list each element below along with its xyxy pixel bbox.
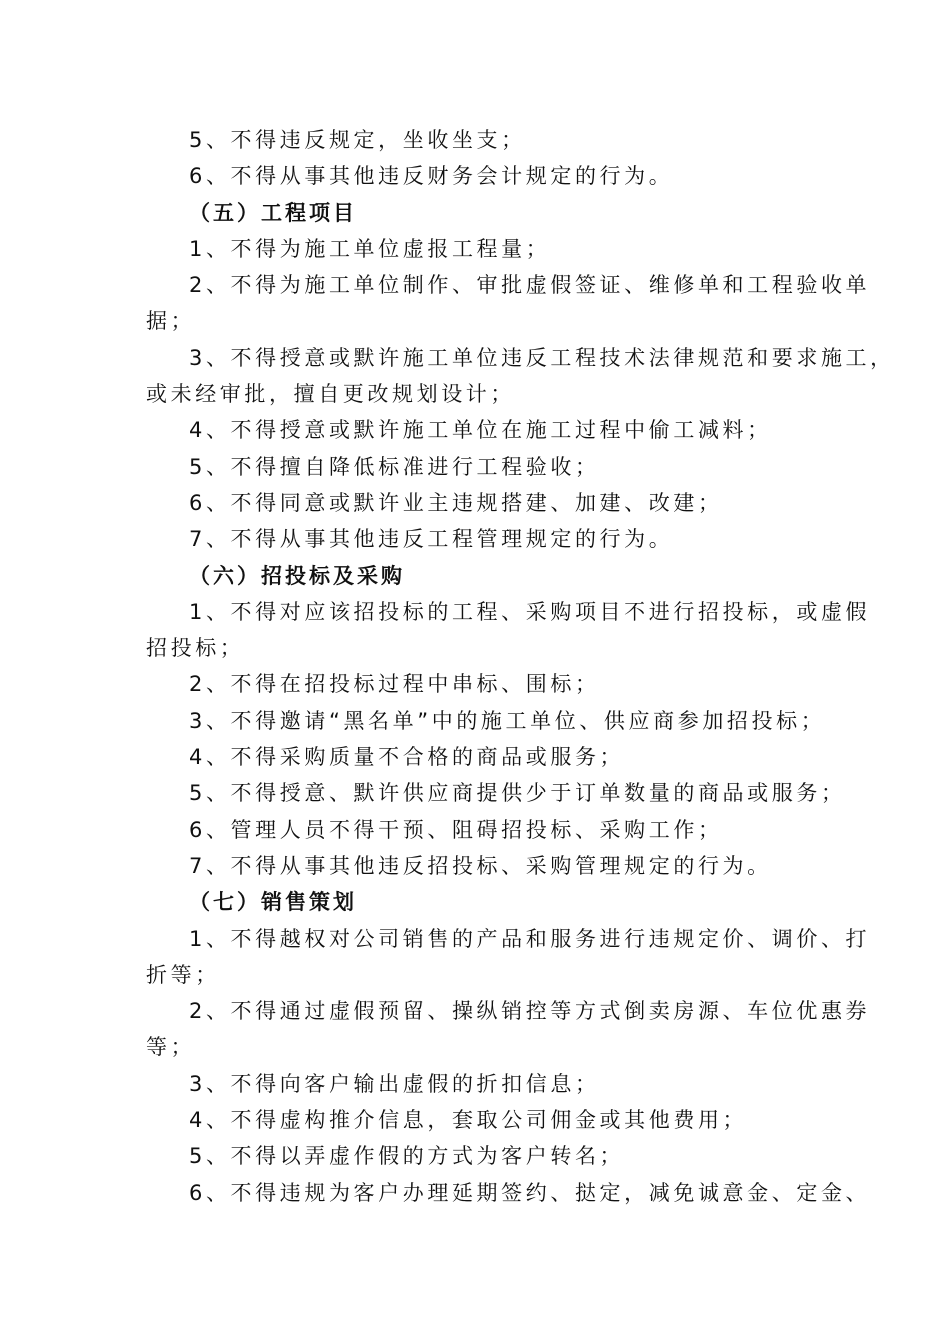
list-item-line: 5、不得以弄虚作假的方式为客户转名； (189, 1144, 625, 1169)
list-item-continuation: 等； (146, 1035, 196, 1060)
list-item-line: 3、不得授意或默许施工单位违反工程技术法律规范和要求施工， (189, 345, 895, 370)
section-heading: （五）工程项目 (189, 200, 357, 225)
section-heading: （六）招投标及采购 (189, 563, 405, 588)
list-item-line: 3、不得邀请“黑名单”中的施工单位、供应商参加招投标； (189, 708, 826, 733)
section-heading: （七）销售策划 (189, 890, 357, 915)
list-item-line: 7、不得从事其他违反工程管理规定的行为。 (189, 527, 674, 552)
list-item-line: 5、不得违反规定，坐收坐支； (189, 128, 526, 152)
list-item-line: 2、不得通过虚假预留、操纵销控等方式倒卖房源、车位优惠券 (189, 999, 871, 1024)
list-item-line: 4、不得采购质量不合格的商品或服务； (189, 745, 625, 770)
list-item-line: 1、不得对应该招投标的工程、采购项目不进行招投标，或虚假 (189, 599, 871, 624)
list-item-line: 3、不得向客户输出虚假的折扣信息； (189, 1071, 600, 1096)
list-item-line: 6、不得同意或默许业主违规搭建、加建、改建； (189, 490, 723, 515)
list-item-line: 2、不得为施工单位制作、审批虚假签证、维修单和工程验收单 (189, 273, 871, 298)
list-item-line: 6、不得从事其他违反财务会计规定的行为。 (189, 164, 674, 189)
list-item-line: 5、不得授意、默许供应商提供少于订单数量的商品或服务； (189, 781, 846, 806)
list-item-line: 5、不得擅自降低标准进行工程验收； (189, 454, 600, 479)
list-item-line: 1、不得越权对公司销售的产品和服务进行违规定价、调价、打 (189, 926, 871, 951)
list-item-line: 6、不得违规为客户办理延期签约、挞定，减免诚意金、定金、 (189, 1180, 871, 1205)
list-item-line: 4、不得授意或默许施工单位在施工过程中偷工减料； (189, 418, 772, 443)
list-item-line: 1、不得为施工单位虚报工程量； (189, 236, 551, 261)
list-item-continuation: 招投标； (146, 636, 245, 661)
list-item-line: 4、不得虚构推介信息，套取公司佣金或其他费用； (189, 1108, 748, 1133)
list-item-continuation: 折等； (146, 962, 220, 987)
list-item-line: 6、管理人员不得干预、阻碍招投标、采购工作； (189, 817, 723, 842)
list-item-line: 7、不得从事其他违反招投标、采购管理规定的行为。 (189, 853, 772, 878)
list-item-line: 2、不得在招投标过程中串标、围标； (189, 672, 600, 697)
list-item-continuation: 据； (146, 309, 196, 334)
list-item-continuation: 或未经审批，擅自更改规划设计； (146, 382, 515, 407)
document-body (146, 122, 895, 1211)
